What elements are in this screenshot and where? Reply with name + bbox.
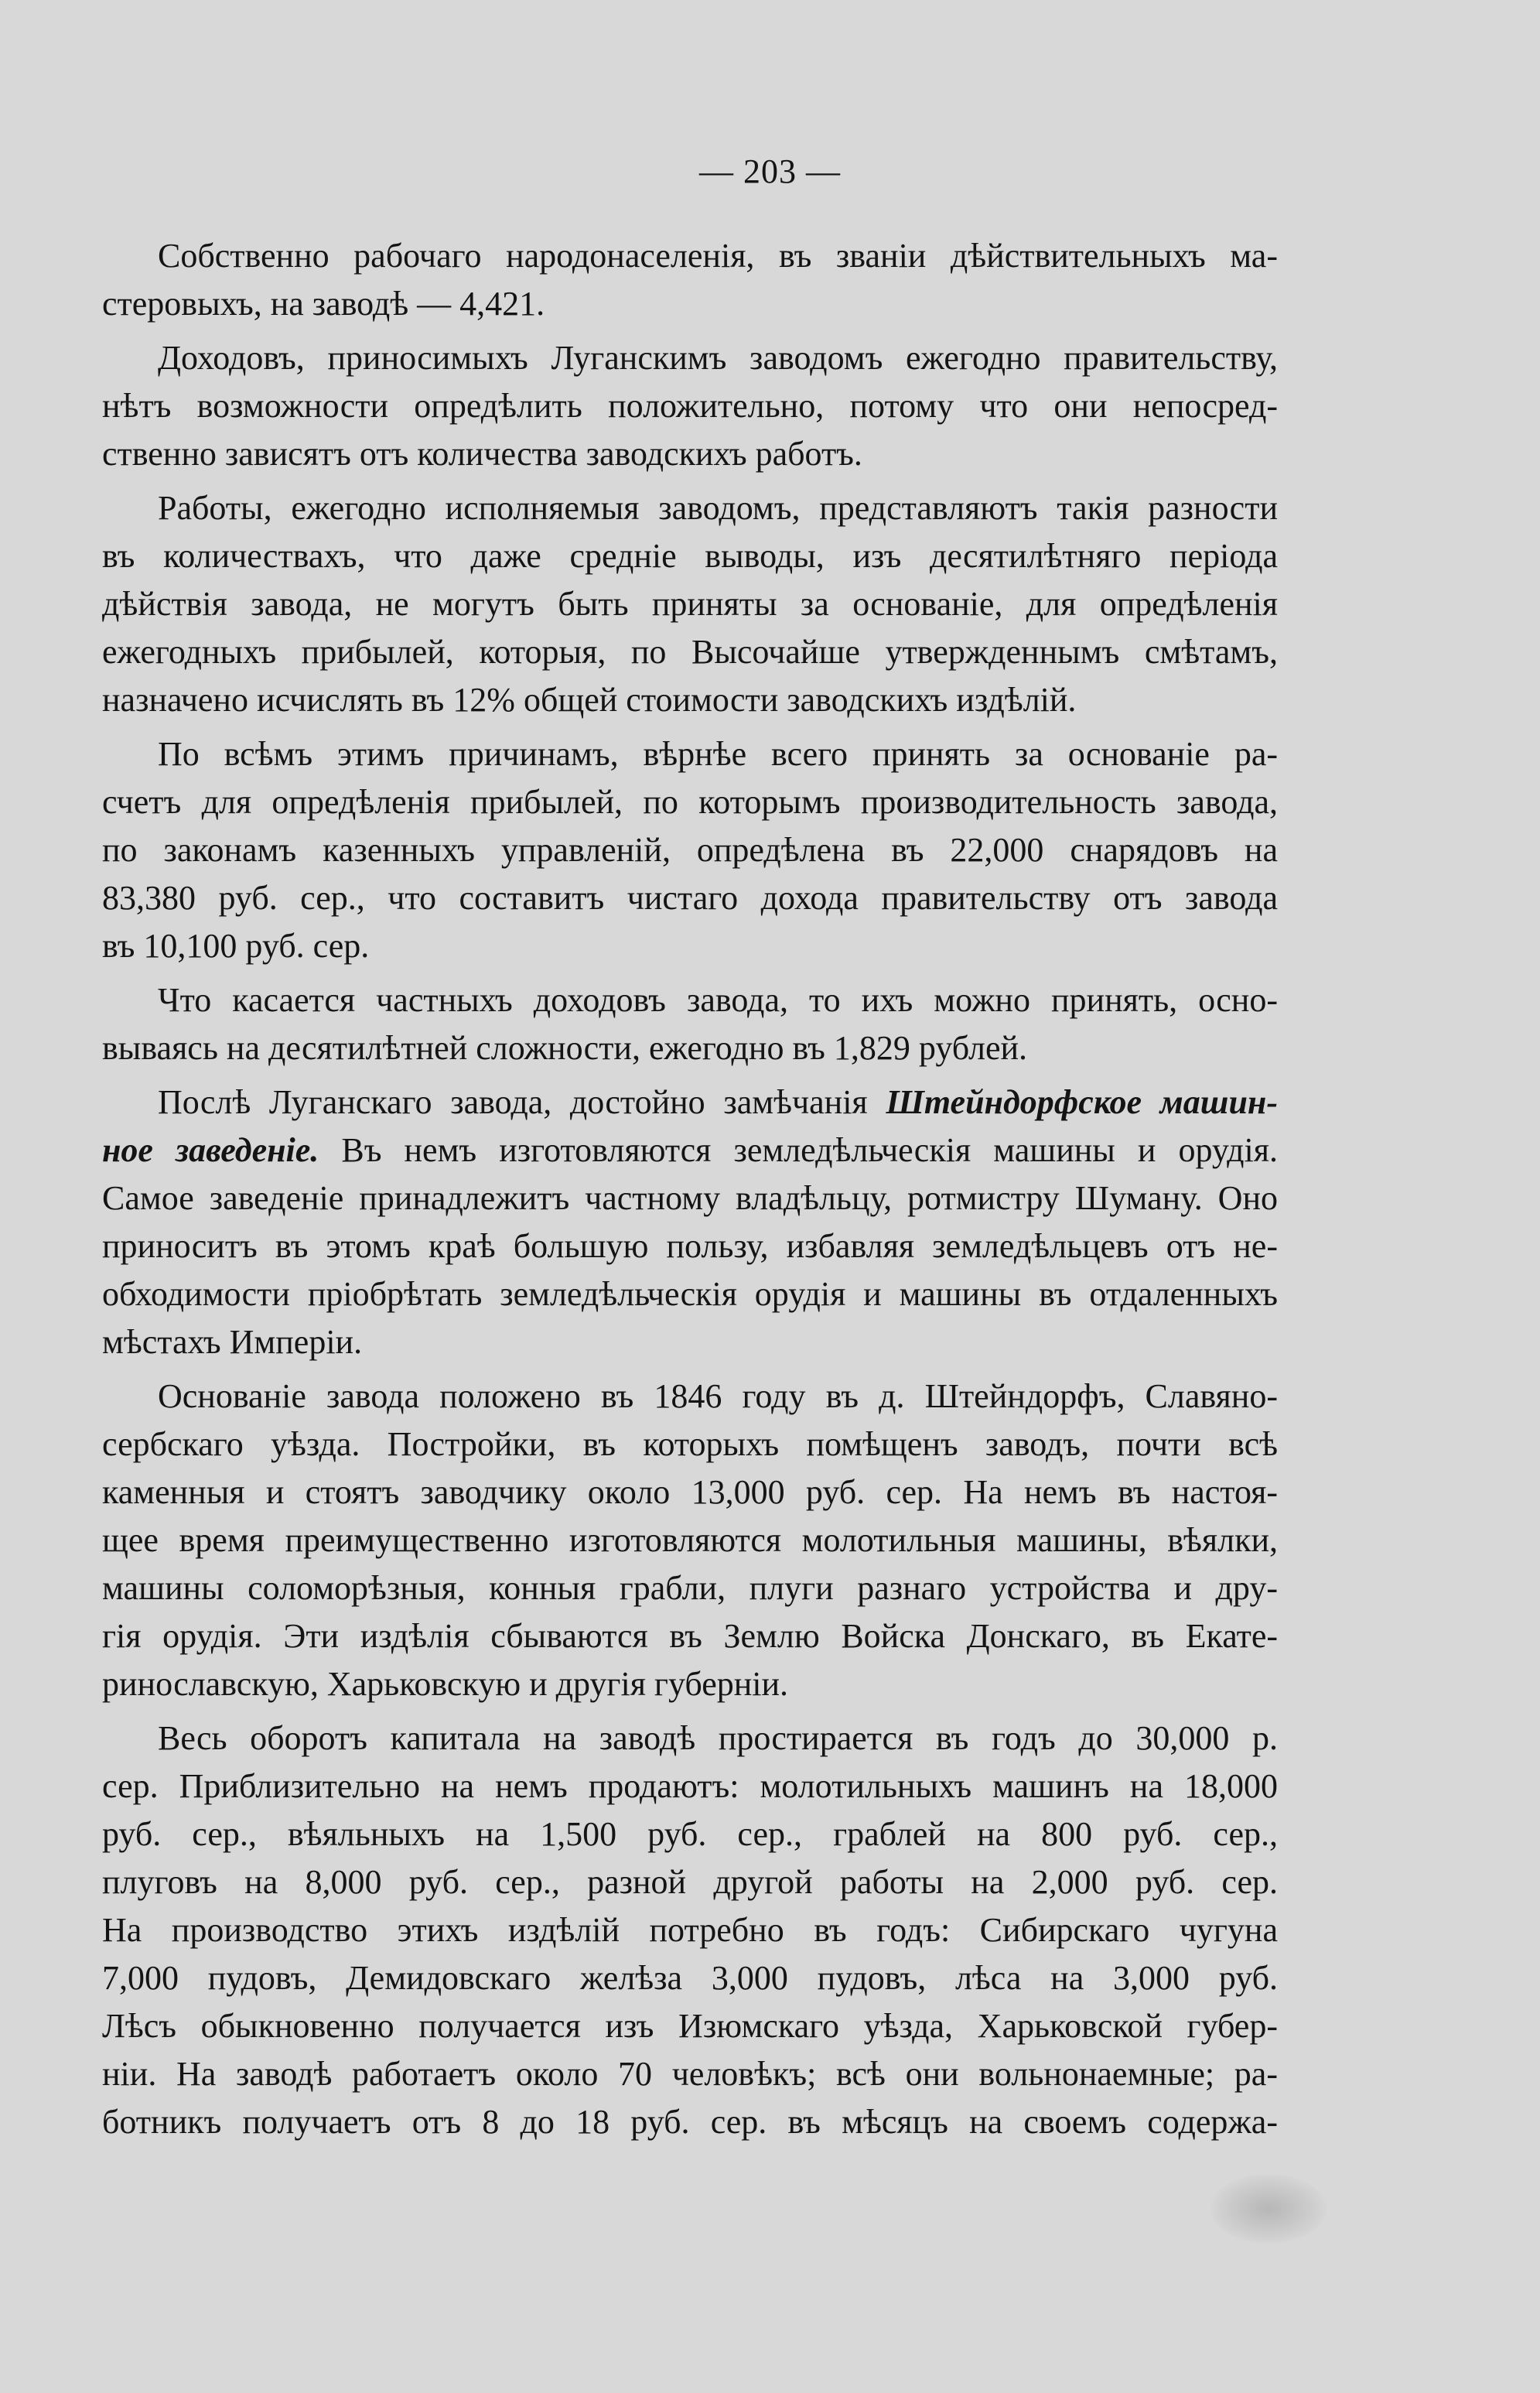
paragraph-3 <box>102 484 1278 724</box>
text-line: обходимости пріобрѣтать земледѣльческія орудія и машины въ отдаленныхъ <box>102 1275 1278 1313</box>
text-line: дѣйствія завода, не могутъ быть приняты за основаніе, для опредѣленія <box>102 585 1278 623</box>
text-line <box>102 1079 1278 1126</box>
text-line: счетъ для опредѣленія прибылей, по которымъ производительность завода, <box>102 783 1278 821</box>
ink-smudge <box>1210 2174 1327 2244</box>
text-line: гія орудія. Эти издѣлія сбываются въ Землю Войска Донскаго, въ Екате- <box>102 1617 1278 1655</box>
text-line: ніи. На заводѣ работаетъ около 70 человѣкъ; всѣ они вольнонаемные; ра- <box>102 2055 1278 2093</box>
text-line: Что касается частныхъ доходовъ завода, то ихъ можно принять, осно- <box>158 981 1278 1019</box>
text-line: каменныя и стоятъ заводчику около 13,000 руб. сер. На немъ въ настоя- <box>102 1473 1278 1511</box>
text-line-segment: Послѣ Луганскаго завода, достойно замѣчанія <box>158 1083 868 1121</box>
paragraph-4 <box>102 730 1278 970</box>
text-line: 7,000 пудовъ, Демидовскаго желѣза 3,000 пудовъ, лѣса на 3,000 руб. <box>102 1959 1278 1997</box>
paragraph-8 <box>102 1714 1278 2146</box>
text-line: машины соломорѣзныя, конныя грабли, плуги разнаго устройства и дру- <box>102 1569 1278 1607</box>
text-line: ринославскую, Харьковскую и другія губерніи. <box>102 1665 789 1703</box>
text-line: Самое заведеніе принадлежитъ частному владѣльцу, ротмистру Шуману. Оно <box>102 1179 1278 1217</box>
text-line: Весь оборотъ капитала на заводѣ простирается въ годъ до 30,000 р. <box>158 1719 1278 1757</box>
paragraph-7 <box>102 1373 1278 1708</box>
text-line: назначено исчислять въ 12% общей стоимости заводскихъ издѣлій. <box>102 681 1077 719</box>
text-line: Собственно рабочаго народонаселенія, въ званіи дѣйствительныхъ ма- <box>158 237 1278 275</box>
text-line: На производство этихъ издѣлій потребно въ годъ: Сибирскаго чугуна <box>102 1911 1278 1949</box>
text-line: 83,380 руб. сер., что составитъ чистаго дохода правительству отъ завода <box>102 879 1278 917</box>
paragraph-6 <box>102 1079 1278 1366</box>
text-line: сер. Приблизительно на немъ продаютъ: молотильныхъ машинъ на 18,000 <box>102 1767 1278 1805</box>
text-line: вываясь на десятилѣтней сложности, ежегодно въ 1,829 рублей. <box>102 1029 1028 1067</box>
text-line: стеровыхъ, на заводѣ — 4,421. <box>102 285 545 323</box>
page-number: — 203 — <box>699 152 841 190</box>
text-line: въ 10,100 руб. сер. <box>102 927 370 965</box>
text-line: Основаніе завода положено въ 1846 году въ д. Штейндорфъ, Славяно- <box>158 1377 1278 1415</box>
text-line: По всѣмъ этимъ причинамъ, вѣрнѣе всего принять за основанiе ра- <box>158 735 1278 773</box>
paragraph-5 <box>102 976 1278 1072</box>
text-line: ежегодныхъ прибылей, которыя, по Высочайше утвержденнымъ смѣтамъ, <box>102 633 1278 671</box>
text-line: мѣстахъ Имперіи. <box>102 1323 363 1361</box>
text-line: сербскаго уѣзда. Постройки, въ которыхъ помѣщенъ заводъ, почти всѣ <box>102 1425 1278 1463</box>
text-line: приноситъ въ этомъ краѣ большую пользу, избавляя земледѣльцевъ отъ не- <box>102 1227 1278 1265</box>
text-line: по законамъ казенныхъ управленій, опредѣлена въ 22,000 снарядовъ на <box>102 831 1278 869</box>
italic-title-part-1: Штейндорфское машин- <box>886 1083 1278 1121</box>
text-line-segment: Въ немъ изготовляются земледѣльческія машины и орудія. <box>341 1131 1278 1169</box>
text-line: руб. сер., вѣяльныхъ на 1,500 руб. сер., граблей на 800 руб. сер., <box>102 1815 1278 1853</box>
text-line: Доходовъ, приносимыхъ Луганскимъ заводомъ ежегодно правительству, <box>158 339 1278 377</box>
text-line: Работы, ежегодно исполняемыя заводомъ, представляютъ такія разности <box>158 489 1278 527</box>
text-line: ственно зависятъ отъ количества заводскихъ работъ. <box>102 435 862 473</box>
text-line: щее время преимущественно изготовляются молотильныя машины, вѣялки, <box>102 1521 1278 1559</box>
italic-title-part-2: ное заведеніе. <box>102 1131 319 1169</box>
text-line: нѣтъ возможности опредѣлить положительно, потому что они непосред- <box>102 387 1278 425</box>
text-line: ботникъ получаетъ отъ 8 до 18 руб. сер. въ мѣсяцъ на своемъ содержа- <box>102 2103 1278 2141</box>
text-line <box>102 1126 1278 1174</box>
body-text <box>102 232 1278 2152</box>
paragraph-1 <box>102 232 1278 328</box>
text-line: плуговъ на 8,000 руб. сер., разной другой работы на 2,000 руб. сер. <box>102 1863 1278 1901</box>
paragraph-2 <box>102 334 1278 478</box>
text-line: въ количествахъ, что даже средніе выводы, изъ десятилѣтняго періода <box>102 537 1278 575</box>
text-line: Лѣсъ обыкновенно получается изъ Изюмскаго уѣзда, Харьковской губер- <box>102 2007 1278 2045</box>
